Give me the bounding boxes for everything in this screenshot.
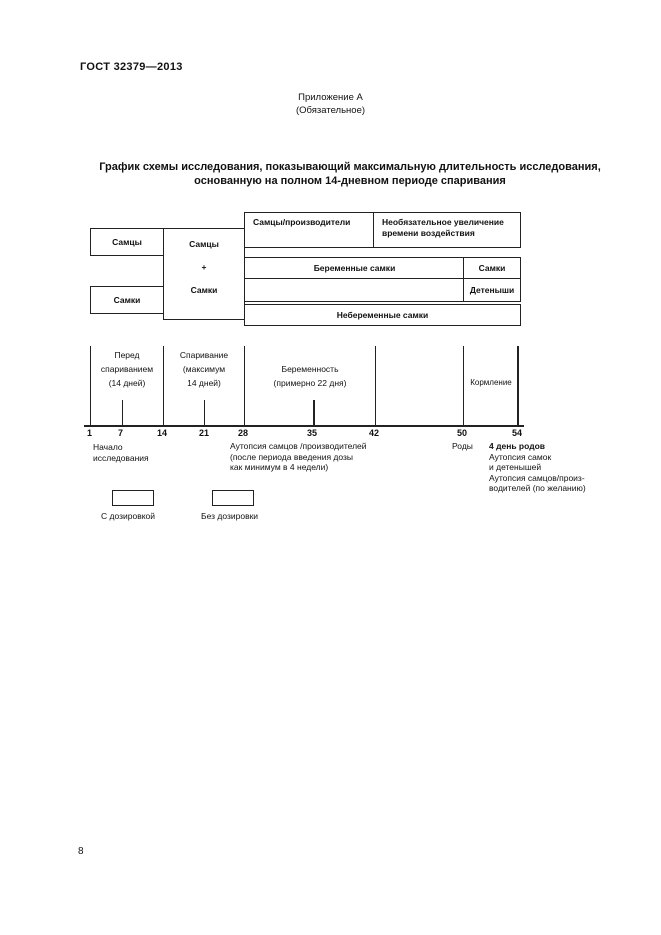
day-label: 35 [307,428,318,438]
appendix-title: Приложение А [298,92,363,103]
annotation-birth [452,441,473,452]
phase-lactation-label: Кормление [470,378,512,387]
phase-premating-line1: Перед [114,350,140,360]
optional-exposure-box [373,212,521,248]
annotation-autopsy-sires-line2: (после периода введения дозы [230,451,354,462]
day-label: 50 [457,428,468,438]
legend-dosed-label: С дозировкой [101,511,155,521]
phase-lactation [462,376,520,390]
annotation-day4-line1: 4 день родов [489,441,546,451]
phase-mating-line1: Спаривание [179,350,229,360]
standard-number: ГОСТ 32379—2013 [80,61,183,73]
timeline-tick-day35 [313,400,315,426]
phase-mating [164,348,244,390]
annotation-start-line1: Начало [93,442,123,452]
annotation-start [93,442,149,463]
timeline-tick-day7 [122,400,123,426]
day-label: 21 [199,428,210,438]
sires-label: Самцы/производители [253,217,351,227]
pups-box [463,278,521,302]
mating-box [163,228,245,320]
timeline-tick-day21 [204,400,205,426]
mating-females-label: Самки [190,285,218,295]
nonpregnant-females-label: Небеременные самки [336,309,429,320]
timeline-axis [84,425,524,427]
females-premating-box [90,286,164,314]
annotation-autopsy-sires-line1: Аутопсия самцов /производителей [230,441,367,451]
phase-mating-line3: 14 дней) [187,378,221,388]
males-premating-box [90,228,164,256]
dams-label: Самки [478,262,506,273]
page-number: 8 [78,846,84,857]
day-label: 42 [369,428,380,438]
legend-dosed-swatch [112,490,154,506]
annotation-day4-line2: Аутопсия самок [489,451,552,462]
annotation-day4-line5: водителей (по желанию) [489,483,586,493]
annotation-day4 [489,441,586,494]
annotation-start-line2: исследования [93,452,149,463]
appendix-subtitle: (Обязательное) [295,105,366,116]
optional-exposure-label: Необязательное увеличение времени воздействия [382,217,504,238]
pregnant-females-lower-box [244,278,465,302]
timeline-separator-day42 [375,346,376,426]
annotation-day4-line4: Аутопсия самцов/произ- [489,472,585,483]
dams-box [463,257,521,279]
pregnant-females-label: Беременные самки [313,262,396,273]
figure-title-line2: основанную на полном 14-дневном периоде спаривания [194,175,506,187]
day-label: 14 [157,428,168,438]
day-label: 7 [118,428,124,438]
legend-undosed-swatch [212,490,254,506]
annotation-autopsy-sires-line3: как минимум в 4 недели) [230,462,329,472]
nonpregnant-females-box [244,304,521,326]
pregnant-females-box [244,257,465,279]
males-premating-label: Самцы [112,236,142,247]
annotation-day4-line3: и детенышей [489,462,542,472]
figure-title-line1: График схемы исследования, показывающий максимальную длительность исследования, [99,161,601,173]
phase-premating-line3: (14 дней) [108,378,146,388]
phase-pregnancy [245,362,375,390]
phase-pregnancy-line2: (примерно 22 дня) [273,378,347,388]
day-label: 28 [238,428,249,438]
sires-box [244,212,375,248]
day-label: 54 [512,428,523,438]
day-label: 1 [87,428,93,438]
annotation-autopsy-sires [230,441,367,473]
phase-premating [91,348,163,390]
phase-premating-line2: спариванием [100,364,154,374]
legend-undosed-label: Без дозировки [201,511,259,521]
phase-pregnancy-line1: Беременность [281,364,339,374]
mating-plus-label: + [201,262,207,272]
phase-mating-line2: (максимум [182,364,226,374]
females-premating-label: Самки [113,294,141,305]
annotation-birth-label: Роды [452,441,473,451]
pups-label: Детеныши [469,284,515,295]
mating-males-label: Самцы [189,239,219,249]
